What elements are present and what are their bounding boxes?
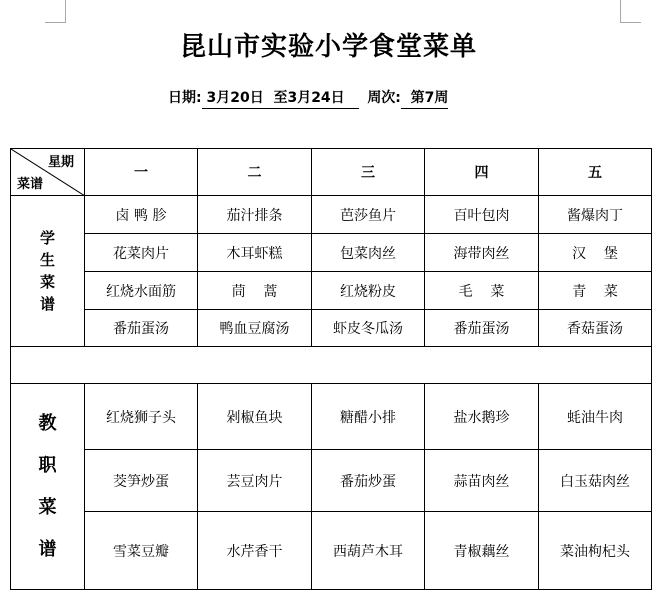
dish-name: 汉 堡 [572,245,618,262]
dish-cell [425,450,539,512]
dish-cell [198,310,312,347]
dish-name: 雪菜豆瓣 [113,543,169,560]
dish-cell [539,310,652,347]
dish-cell [85,234,198,272]
dish-cell [425,234,539,272]
student-row [11,272,652,310]
dish-name: 青 菜 [572,283,618,300]
dish-cell [539,512,652,590]
dish-cell [85,272,198,310]
day-header-fri: 五 [539,149,652,196]
student-menu-label: 学生菜谱 [39,229,55,313]
dish-cell [312,384,425,450]
dish-cell [425,310,539,347]
dish-name: 百叶包肉 [453,207,510,224]
week-label: 周次: [367,90,401,106]
dish-name: 花菜肉片 [113,245,169,262]
dish-name: 红烧水面筋 [106,283,176,300]
dish-name: 盐水鹅珍 [453,409,510,426]
student-menu-label-cell [11,196,85,347]
dish-cell [539,384,652,450]
dish-cell [198,272,312,310]
crop-mark-top-right [620,0,641,23]
dish-cell [198,450,312,512]
dish-cell [425,384,539,450]
dish-name: 番茄炒蛋 [340,473,396,490]
dish-cell [85,310,198,347]
dish-name: 青椒藕丝 [453,543,510,560]
header-row [11,149,652,196]
day-header-tue: 二 [198,149,312,196]
page-title: 昆山市实验小学食堂菜单 [179,32,477,62]
dish-cell [425,272,539,310]
student-row [11,310,652,347]
menu-table [10,148,652,590]
dish-cell [312,310,425,347]
date-label: 日期: [168,90,202,106]
dish-name: 白玉菇肉丝 [560,473,630,490]
dish-cell [85,450,198,512]
staff-menu-label-cell [11,384,85,590]
dish-name: 红烧粉皮 [340,283,396,300]
dish-cell [539,234,652,272]
staff-menu-label: 教职菜谱 [38,412,57,560]
dish-cell [85,512,198,590]
dish-name: 包菜肉丝 [340,245,396,262]
corner-cell [11,149,85,196]
dish-name: 茭笋炒蛋 [113,473,169,490]
dish-name: 糖醋小排 [340,409,396,426]
staff-row [11,450,652,512]
dish-name: 芸豆肉片 [226,473,283,490]
corner-menu-label: 菜谱 [17,177,44,192]
spacer-row [11,347,652,384]
staff-row [11,512,652,590]
dish-name: 木耳虾糕 [226,245,283,262]
spacer-cell [11,347,652,384]
date-range: 3月20日 至3月24日 [202,87,360,109]
dish-name: 毛 菜 [458,283,505,300]
student-row [11,196,652,234]
dish-cell [198,196,312,234]
day-header-wed: 三 [312,149,425,196]
dish-cell [425,196,539,234]
dish-cell [539,272,652,310]
student-row [11,234,652,272]
day-header-thu: 四 [425,149,539,196]
dish-cell [312,450,425,512]
dish-name: 番茄蛋汤 [453,321,510,337]
dish-name: 西葫芦木耳 [333,543,403,560]
dish-cell [198,234,312,272]
dish-cell [539,450,652,512]
dish-cell [539,196,652,234]
dish-cell [312,272,425,310]
corner-weekday-label: 星期 [47,155,74,170]
dish-name: 蒜苗肉丝 [453,473,510,490]
dish-name: 菜油枸杞头 [560,543,630,560]
dish-cell [312,196,425,234]
day-header-mon: 一 [85,149,198,196]
dish-name: 芭莎鱼片 [340,207,396,224]
dish-name: 剁椒鱼块 [226,409,283,426]
dish-cell [85,196,198,234]
crop-mark-top-left [45,0,66,23]
dish-name: 海带肉丝 [453,245,510,262]
dish-name: 虾皮冬瓜汤 [333,321,403,337]
dish-name: 番茄蛋汤 [113,321,169,337]
dish-cell [198,512,312,590]
date-line [168,87,448,109]
week-value: 第7周 [401,87,449,109]
dish-name: 茼 蒿 [231,283,278,300]
dish-cell [198,384,312,450]
dish-name: 蚝油牛肉 [567,409,623,426]
dish-name: 红烧狮子头 [106,409,176,426]
dish-cell [312,512,425,590]
dish-cell [425,512,539,590]
dish-name: 香菇蛋汤 [567,321,623,337]
dish-cell [85,384,198,450]
dish-cell [312,234,425,272]
dish-name: 酱爆肉丁 [567,207,623,224]
dish-name: 鸭血豆腐汤 [219,321,290,337]
staff-row [11,384,652,450]
dish-name: 茄汁排条 [226,207,283,224]
dish-name: 卤 鸭 胗 [115,207,167,224]
dish-name: 水芹香干 [226,543,283,560]
